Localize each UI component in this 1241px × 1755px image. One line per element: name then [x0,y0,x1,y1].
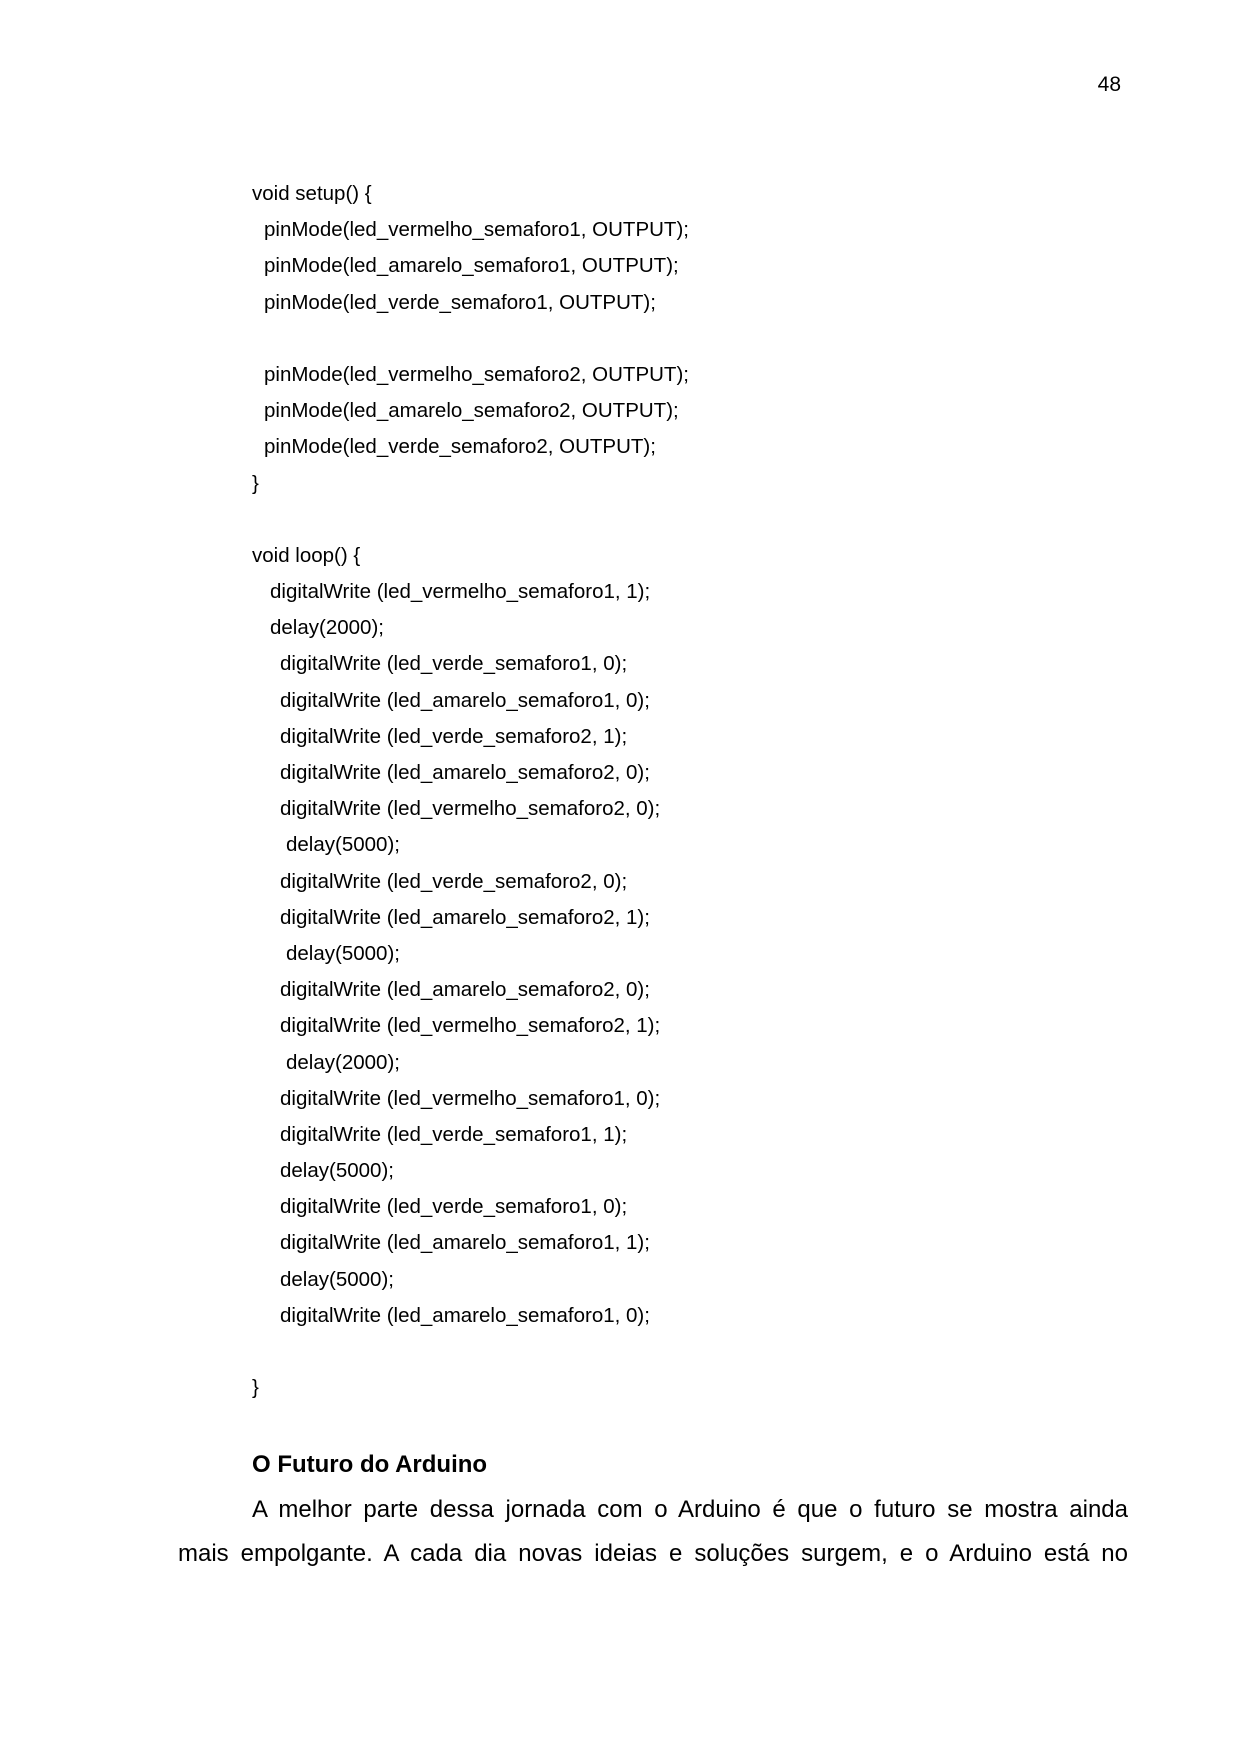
paragraph-line: A melhor parte dessa jornada com o Arduino é que o futuro se mostra ainda [252,1496,1128,1523]
code-line: pinMode(led_amarelo_semaforo2, OUTPUT); [264,399,679,423]
code-line: } [252,471,259,495]
code-listing [252,176,1072,1406]
code-line [252,502,1072,538]
code-line: pinMode(led_verde_semaforo2, OUTPUT); [264,435,656,459]
code-line: digitalWrite (led_vermelho_semaforo1, 1); [270,580,651,604]
code-line: void setup() { [252,182,372,205]
code-line: pinMode(led_vermelho_semaforo2, OUTPUT); [264,362,689,386]
code-line: delay(5000); [286,833,400,857]
code-line [252,321,1072,357]
code-line: digitalWrite (led_amarelo_semaforo2, 0); [280,761,650,784]
paragraph-line: mais empolgante. A cada dia novas ideias e soluções surgem, e o Arduino está no [178,1540,1128,1567]
code-line: digitalWrite (led_vermelho_semaforo2, 0); [280,797,661,821]
code-line: digitalWrite (led_amarelo_semaforo1, 0); [280,688,650,712]
code-line: digitalWrite (led_verde_semaforo2, 0); [280,869,628,893]
code-line: digitalWrite (led_amarelo_semaforo1, 1); [280,1231,650,1255]
code-line: void loop() { [252,543,361,567]
code-line: digitalWrite (led_amarelo_semaforo2, 1); [280,905,650,929]
code-line: digitalWrite (led_verde_semaforo2, 1); [280,724,628,748]
code-line: delay(5000); [286,941,400,965]
page-number: 48 [1097,73,1121,96]
code-line: } [252,1376,259,1400]
code-line: digitalWrite (led_amarelo_semaforo2, 0); [280,978,650,1002]
code-line: delay(2000); [270,616,384,640]
code-line [252,1334,1072,1370]
code-line: digitalWrite (led_verde_semaforo1, 0); [280,652,628,676]
section-futuro-arduino [178,1448,1128,1576]
code-line: delay(2000); [286,1050,400,1074]
code-line: digitalWrite (led_vermelho_semaforo2, 1); [280,1014,661,1038]
code-line: digitalWrite (led_verde_semaforo1, 0); [280,1195,628,1219]
code-line: digitalWrite (led_amarelo_semaforo1, 0); [280,1303,650,1327]
code-line: delay(5000); [280,1267,394,1291]
code-line: pinMode(led_vermelho_semaforo1, OUTPUT); [264,218,689,242]
code-line: digitalWrite (led_verde_semaforo1, 1); [280,1122,628,1146]
code-line: pinMode(led_amarelo_semaforo1, OUTPUT); [264,254,679,278]
code-line: delay(5000); [280,1159,394,1183]
code-line: pinMode(led_verde_semaforo1, OUTPUT); [264,290,656,314]
code-line: digitalWrite (led_vermelho_semaforo1, 0); [280,1086,661,1110]
section-heading: O Futuro do Arduino [252,1451,488,1478]
